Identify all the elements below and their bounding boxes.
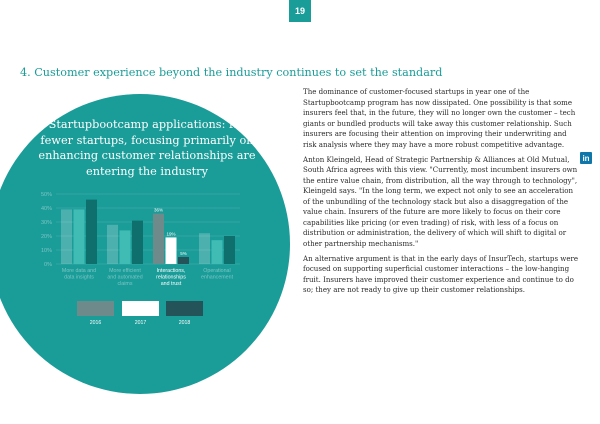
chart-bar — [153, 214, 164, 264]
chart-legend-label: 2016 — [89, 320, 102, 326]
chart-category-label: relationships — [156, 274, 186, 281]
chart-bar — [199, 233, 210, 264]
chart-legend-swatch — [166, 301, 203, 316]
body-paragraph: Anton Kleingeld, Head of Strategic Partnership & Alliances at Old Mutual, South Africa agrees with this view. "Currently, most incumbent insurers own the entire value chain, from distribution, all the way through to technology", Kleingeld says. "In the long term, we expect not only to see an acceleration of the unbundling of the technology stack but also a disaggregation of the value chain. Insurers of the future are more likely to focus on their core capabilities like pricing (or even trading) of risk, with less of a focus on distribution or administration, the delivery of which will shift to digital or other partnership mechanisms." — [303, 154, 578, 248]
feature-title-line: Startupbootcamp applications: far — [48, 118, 246, 131]
chart-category-label: and trust — [160, 281, 182, 287]
chart-bar — [224, 236, 235, 264]
chart-y-tick-label: 40% — [40, 206, 52, 212]
chart-y-tick-label: 30% — [40, 220, 52, 226]
chart-legend-swatch — [77, 301, 114, 316]
chart-bar — [61, 209, 72, 264]
chart-bar — [120, 230, 131, 264]
chart-category-label: data insights — [64, 274, 94, 281]
chart-category-label: More data and — [61, 268, 97, 274]
chart-legend-swatch — [122, 301, 159, 316]
chart-category-label: More efficient — [109, 268, 141, 274]
chart-category-label: Operational — [203, 268, 231, 274]
chart-bar — [178, 257, 189, 264]
feature-title-line: enhancing customer relationships are — [38, 149, 256, 162]
chart-y-tick-label: 50% — [40, 192, 52, 198]
chart-category-label: Interactions, — [156, 268, 186, 274]
chart-bar — [107, 225, 118, 264]
chart-legend-label: 2018 — [178, 320, 191, 326]
chart-data-label: 5% — [180, 251, 187, 256]
chart-y-tick-label: 0% — [44, 262, 52, 268]
chart-category-label: claims — [117, 281, 133, 287]
chart-bar — [74, 209, 85, 264]
chart-bar — [132, 221, 143, 264]
body-text — [303, 87, 581, 300]
chart-category-label: enhancement — [200, 274, 234, 281]
chart-data-label: 19% — [166, 231, 176, 237]
chart-legend-label: 2017 — [134, 320, 147, 326]
chart-category-label: and automated — [107, 274, 143, 281]
feature-title-line: fewer startups, focusing primarily on — [40, 133, 254, 147]
section-heading: 4. Customer experience beyond the industry continues to set the standard — [20, 66, 443, 79]
chart-bar — [166, 237, 177, 264]
feature-title-line: entering the industry — [86, 164, 208, 178]
chart-bar — [86, 200, 97, 264]
linkedin-icon[interactable]: in — [580, 152, 592, 164]
chart-y-tick-label: 20% — [40, 234, 52, 240]
chart-y-tick-label: 10% — [40, 248, 52, 254]
chart-bar — [212, 240, 223, 264]
body-paragraph: The dominance of customer-focused startups in year one of the Startupbootcamp program has now dissipated. One possibility is that some insurers feel that, in the future, they will no longer own the customer – tech giants or bundled products will take away this customer relationship. Such insurers are focusing their attention on improving their underwriting and risk analysis where they may have a more robust competitive advantage. — [303, 87, 576, 149]
chart-data-label: 36% — [153, 207, 164, 213]
page-number: 19 — [289, 0, 311, 22]
body-paragraph: An alternative argument is that in the early days of InsurTech, startups were focused on supporting superficial customer interactions – the low-hanging fruit. Insurers have improved their customer experience and continue to do so; they are not ready to give up their customer relationships. — [303, 253, 579, 294]
